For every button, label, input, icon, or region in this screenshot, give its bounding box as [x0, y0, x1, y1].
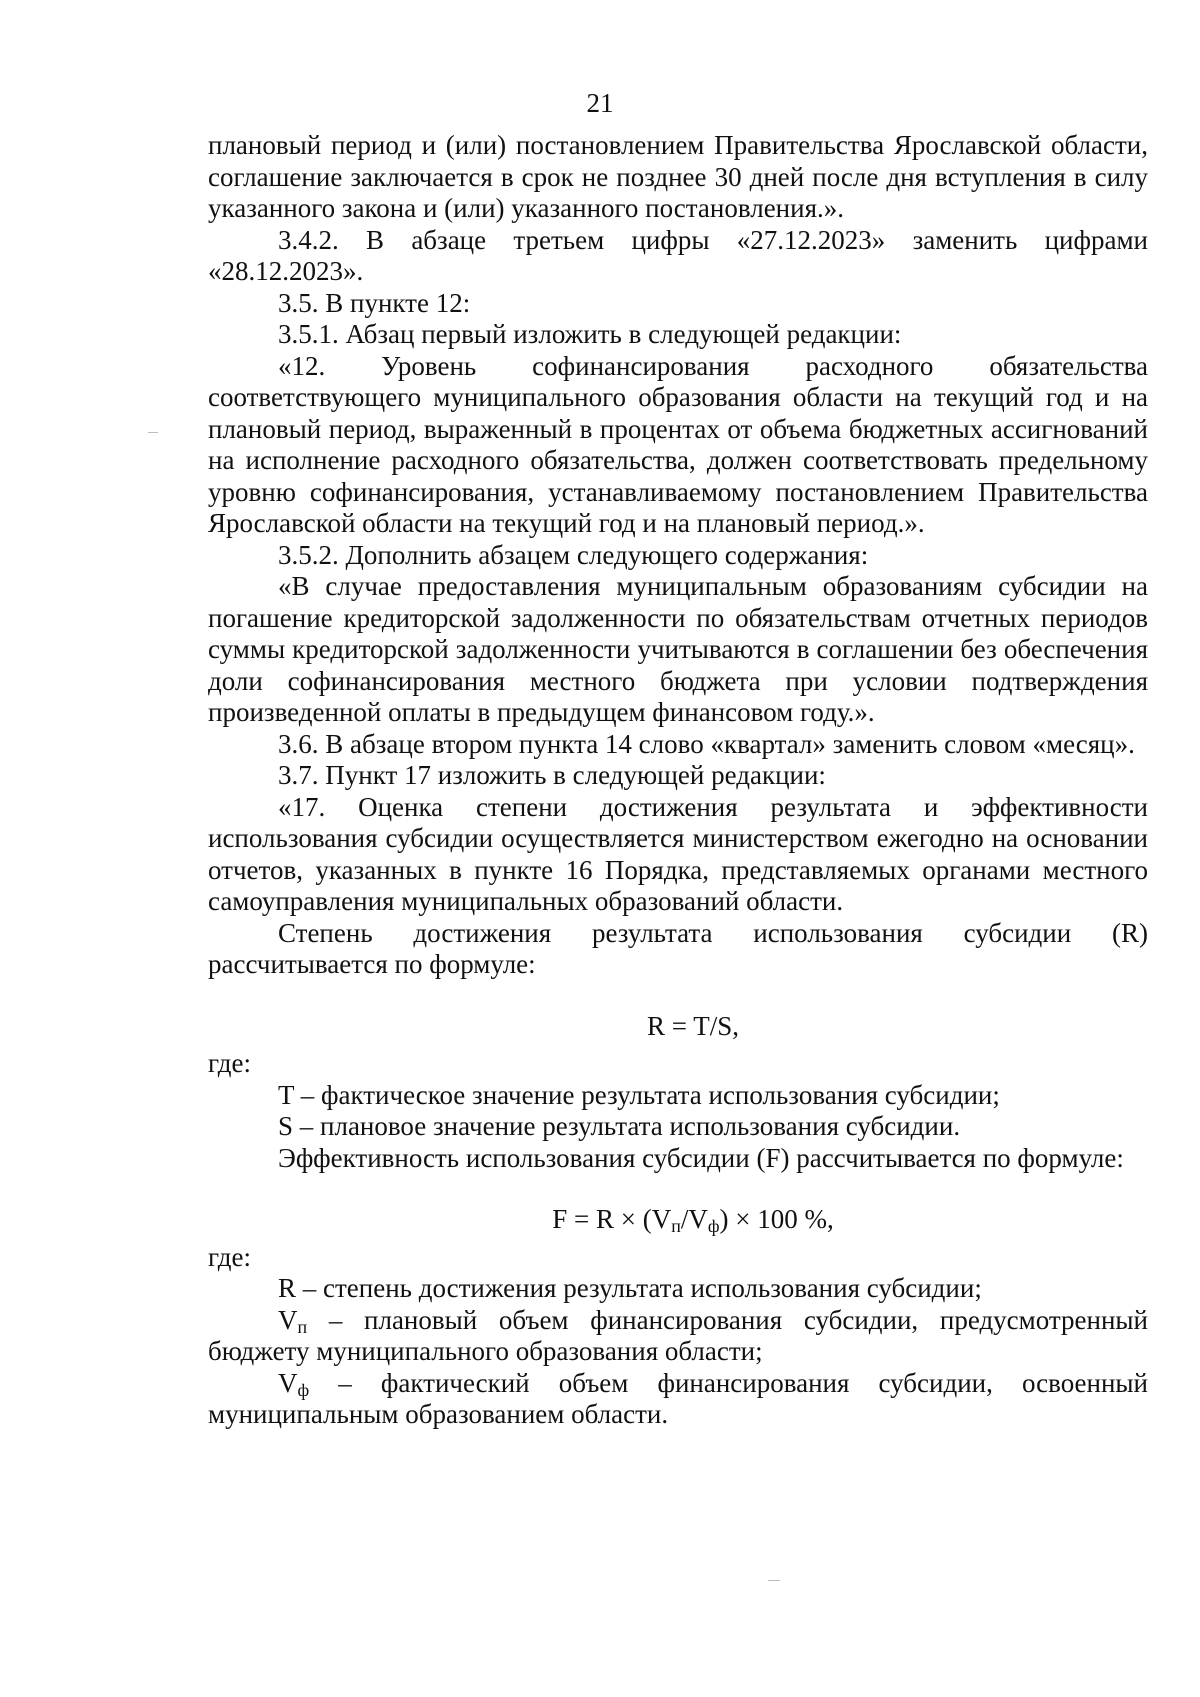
paragraph-group-mid: [208, 1080, 1148, 1175]
formula-f-slash: /V: [680, 1204, 708, 1234]
paragraph: плановый период и (или) постановлением Правительства Ярославской области, соглашение заключается в срок не позднее 30 дней после дня вступления в силу указанного закона и (или) указанного постановления.».: [208, 130, 1148, 223]
paragraph: «В случае предоставления муниципальным образованиям субсидии на погашение кредиторской задолженности по обязательствам отчетных периодов суммы кредиторской задолженности учитываются в соглашении без обеспечения доли софинансирования местного бюджета при условии подтверждения произведенной оплаты в предыдущем финансовом году.».: [208, 571, 1148, 727]
paragraph: 3.4.2. В абзаце третьем цифры «27.12.2023» заменить цифрами «28.12.2023».: [208, 224, 1148, 286]
paragraph: S – плановое значение результата использования субсидии.: [278, 1111, 961, 1141]
where-label: где:: [208, 1241, 251, 1272]
paragraph: 3.7. Пункт 17 изложить в следующей редакции:: [278, 760, 826, 790]
paragraph: Эффективность использования субсидии (F) рассчитывается по формуле:: [278, 1142, 1124, 1173]
definition-vf: [208, 1368, 1148, 1431]
formula-f: [208, 1204, 1148, 1236]
scan-speck: [148, 432, 158, 433]
definition-vp-sub: п: [297, 1316, 308, 1337]
paragraph: «12. Уровень софинансирования расходного обязательства соответствующего муниципального образования области на текущий год и на плановый период, выраженный в процентах от объема бюджетных ассигнований на исполнение расходного обязательства, должен соответствовать предельному уровню софинансирования, устанавливаемому постановлением Правительства Ярославской области на текущий год и на плановый период.».: [208, 350, 1148, 538]
formula-f-lhs: F = R × (V: [552, 1204, 672, 1234]
definition-vp: [208, 1305, 1148, 1368]
paragraph: T – фактическое значение результата использования субсидии;: [278, 1079, 1000, 1110]
paragraph: 3.6. В абзаце втором пункта 14 слово «квартал» заменить словом «месяц».: [278, 728, 1135, 759]
definition-r: R – степень достижения результата использования субсидии;: [278, 1273, 982, 1303]
definition-vf-sub: ф: [297, 1379, 310, 1400]
formula-f-rhs: ) × 100 %,: [719, 1204, 834, 1234]
definition-vp-symbol: V: [278, 1304, 298, 1335]
definition-vf-text: – фактический объем финансирования субсидии, освоенный муниципальным образованием области.: [208, 1367, 1148, 1429]
where-label: где:: [208, 1048, 251, 1078]
paragraph-group-top: [208, 130, 1148, 981]
paragraph: 3.5.1. Абзац первый изложить в следующей редакции:: [278, 319, 902, 349]
paragraph: 3.5. В пункте 12:: [278, 287, 471, 318]
definition-vp-text: – плановый объем финансирования субсидии, предусмотренный бюджету муниципального образования области;: [208, 1304, 1148, 1366]
document-body: [208, 130, 1148, 1431]
paragraph: «17. Оценка степени достижения результата и эффективности использования субсидии осуществляется министерством ежегодно на основании отчетов, указанных в пункте 16 Порядка, представляемых органами местного самоуправления муниципальных образований области.: [208, 791, 1148, 916]
formula-r: R = T/S,: [646, 1010, 739, 1041]
scan-speck: [768, 1580, 780, 1581]
formula-f-sub-actual: ф: [707, 1216, 720, 1236]
definition-vf-symbol: V: [278, 1367, 298, 1398]
paragraph: Степень достижения результата использования субсидии (R) рассчитывается по формуле:: [208, 917, 1148, 979]
paragraph: 3.5.2. Дополнить абзацем следующего содержания:: [278, 539, 869, 570]
formula-f-sub-planned: п: [671, 1216, 681, 1236]
page-number: 21: [586, 88, 614, 118]
